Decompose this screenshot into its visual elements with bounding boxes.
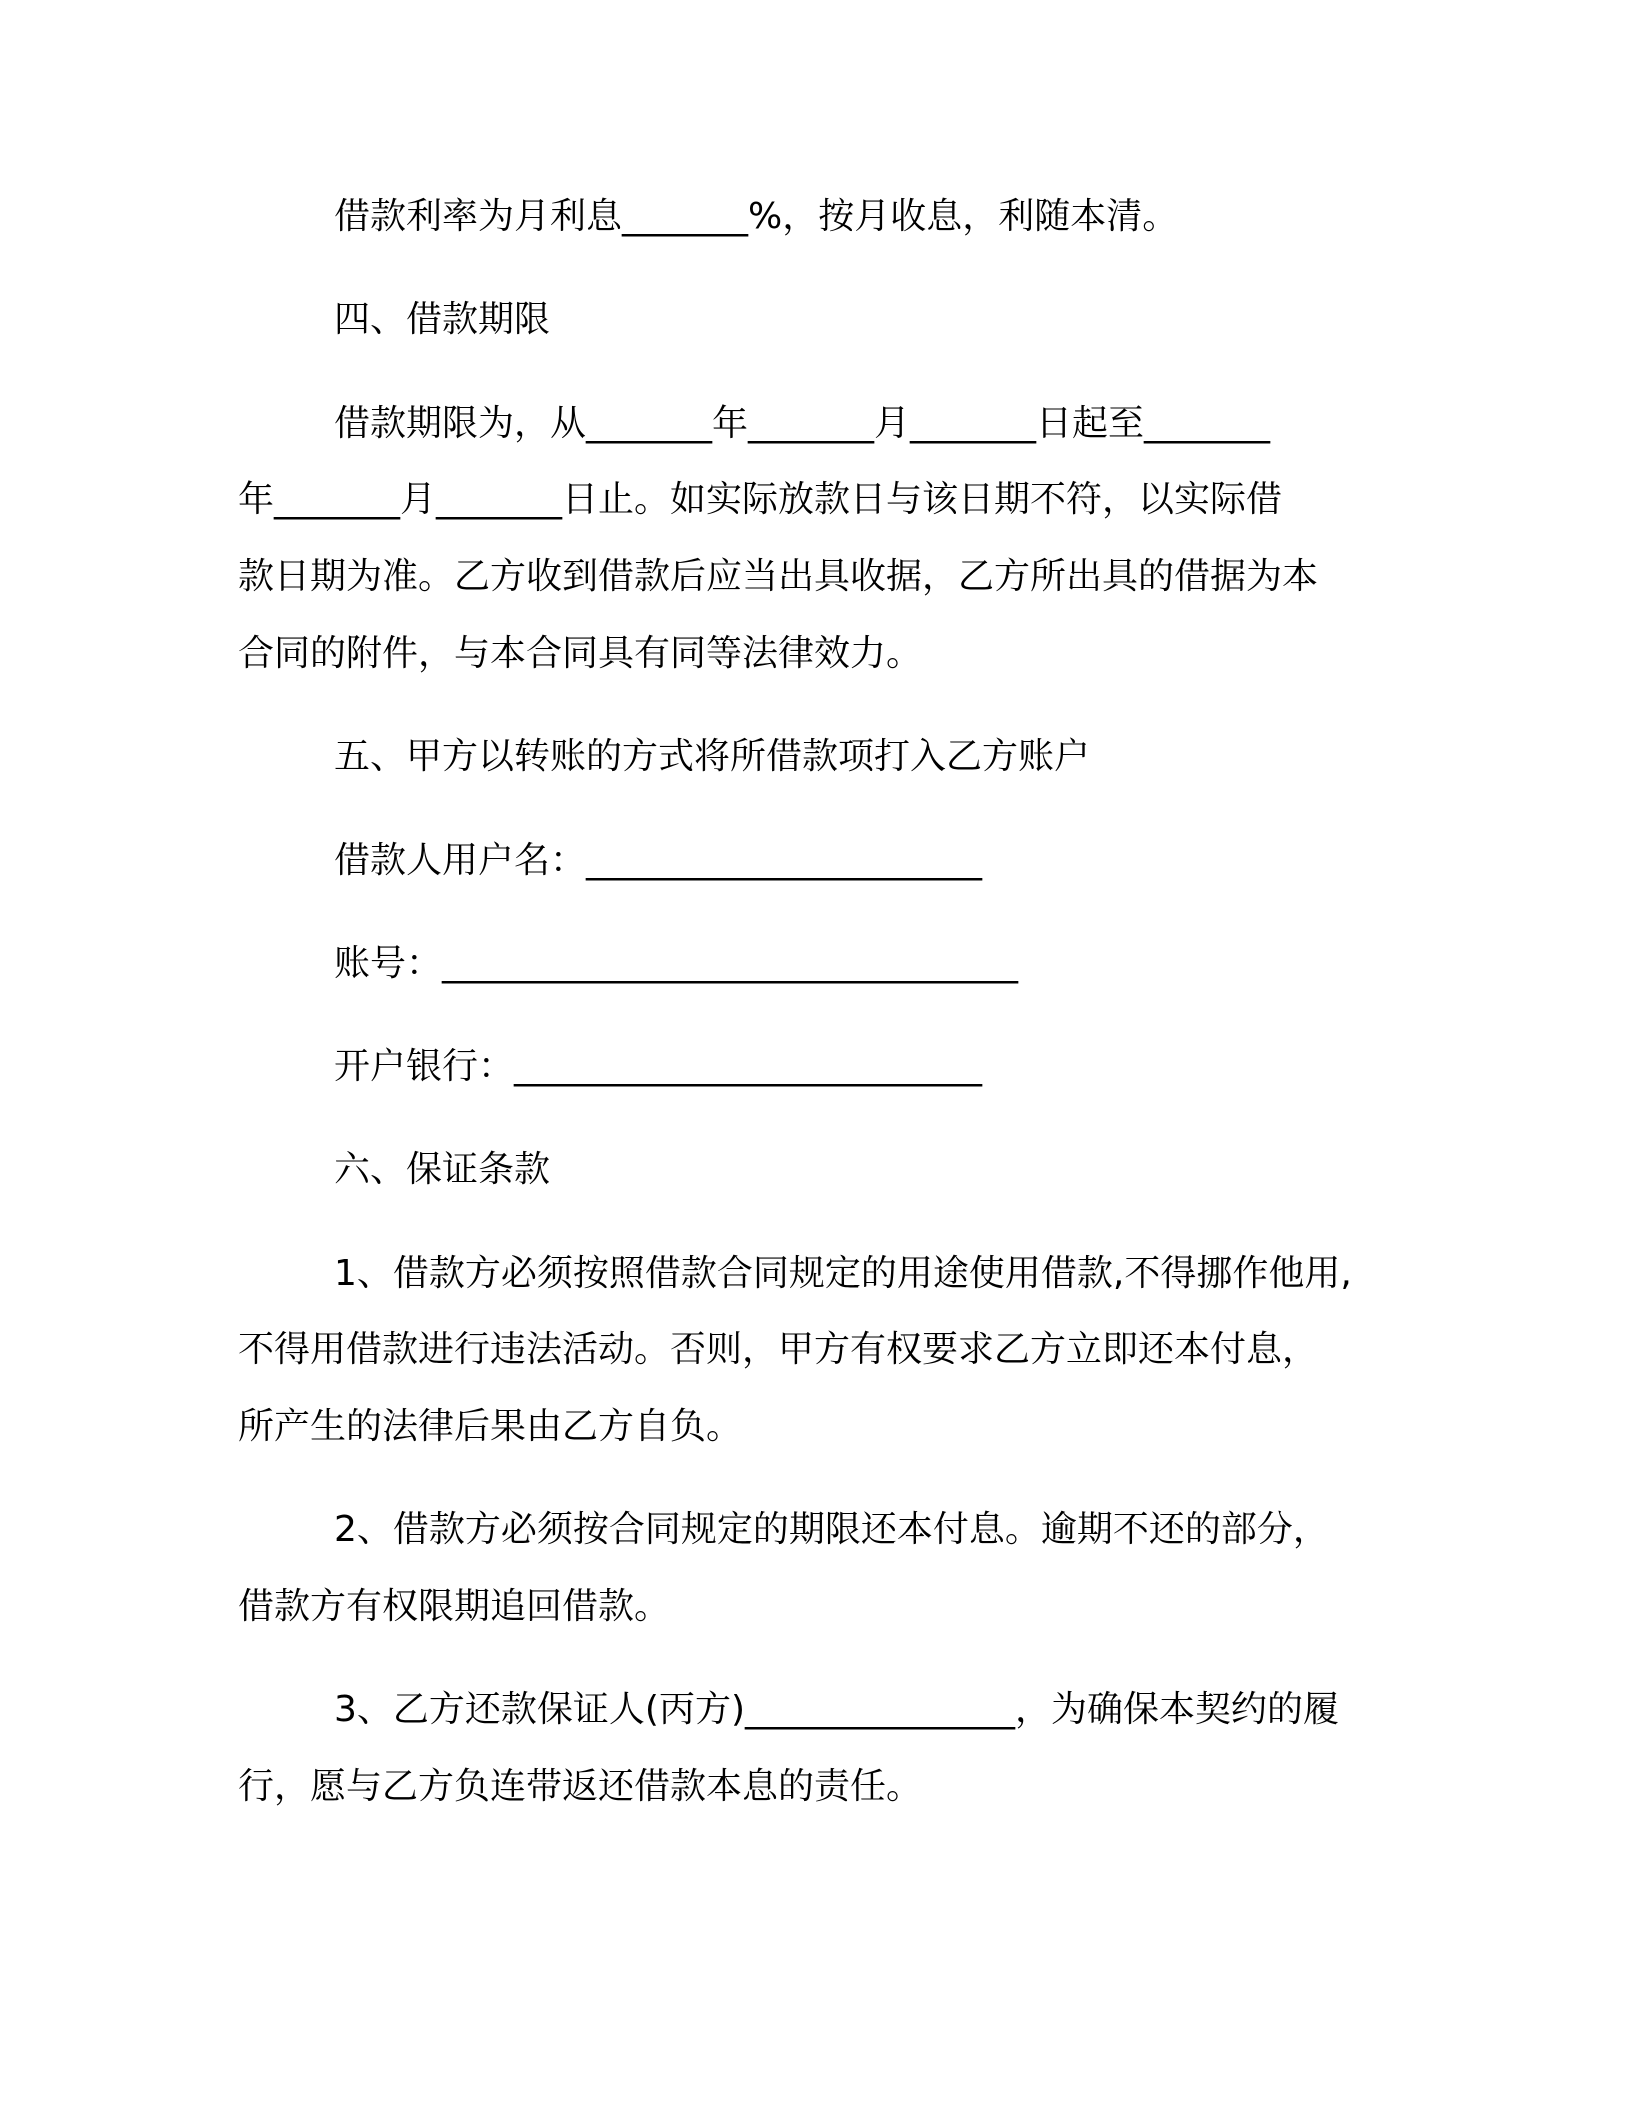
section-4-heading: 四、借款期限 [334,299,551,340]
loan-term-line-1: 借款期限为，从_______年_______月_______日起至_______ [334,403,1271,444]
clause-2-line-1: 2、借款方必须按合同规定的期限还本付息。逾期不还的部分， [334,1509,1329,1550]
loan-term-line-2: 年_______月_______日止。如实际放款日与该日期不符，以实际借 [238,479,1283,520]
section-5-heading: 五、甲方以转账的方式将所借款项打入乙方账户 [334,736,1091,777]
borrower-username-line: 借款人用户名：______________________ [334,840,983,881]
interest-rate-line: 借款利率为月利息_______%，按月收息，利随本清。 [334,196,1179,237]
clause-1-line-1: 1、借款方必须按照借款合同规定的用途使用借款,不得挪作他用, [334,1253,1352,1294]
loan-term-line-3: 款日期为准。乙方收到借款后应当出具收据，乙方所出具的借据为本 [238,556,1319,597]
clause-2-line-2: 借款方有权限期追回借款。 [238,1586,671,1627]
bank-name-line: 开户银行：__________________________ [334,1046,983,1087]
clause-3-line-1: 3、乙方还款保证人(丙方)_______________，为确保本契约的履 [334,1689,1339,1730]
loan-term-line-4: 合同的附件，与本合同具有同等法律效力。 [238,633,923,674]
account-number-line: 账号：________________________________ [334,943,1019,984]
clause-1-line-2: 不得用借款进行违法活动。否则，甲方有权要求乙方立即还本付息， [238,1329,1319,1370]
clause-3-line-2: 行，愿与乙方负连带返还借款本息的责任。 [238,1766,923,1807]
clause-1-line-3: 所产生的法律后果由乙方自负。 [238,1406,743,1447]
section-6-heading: 六、保证条款 [334,1149,551,1190]
